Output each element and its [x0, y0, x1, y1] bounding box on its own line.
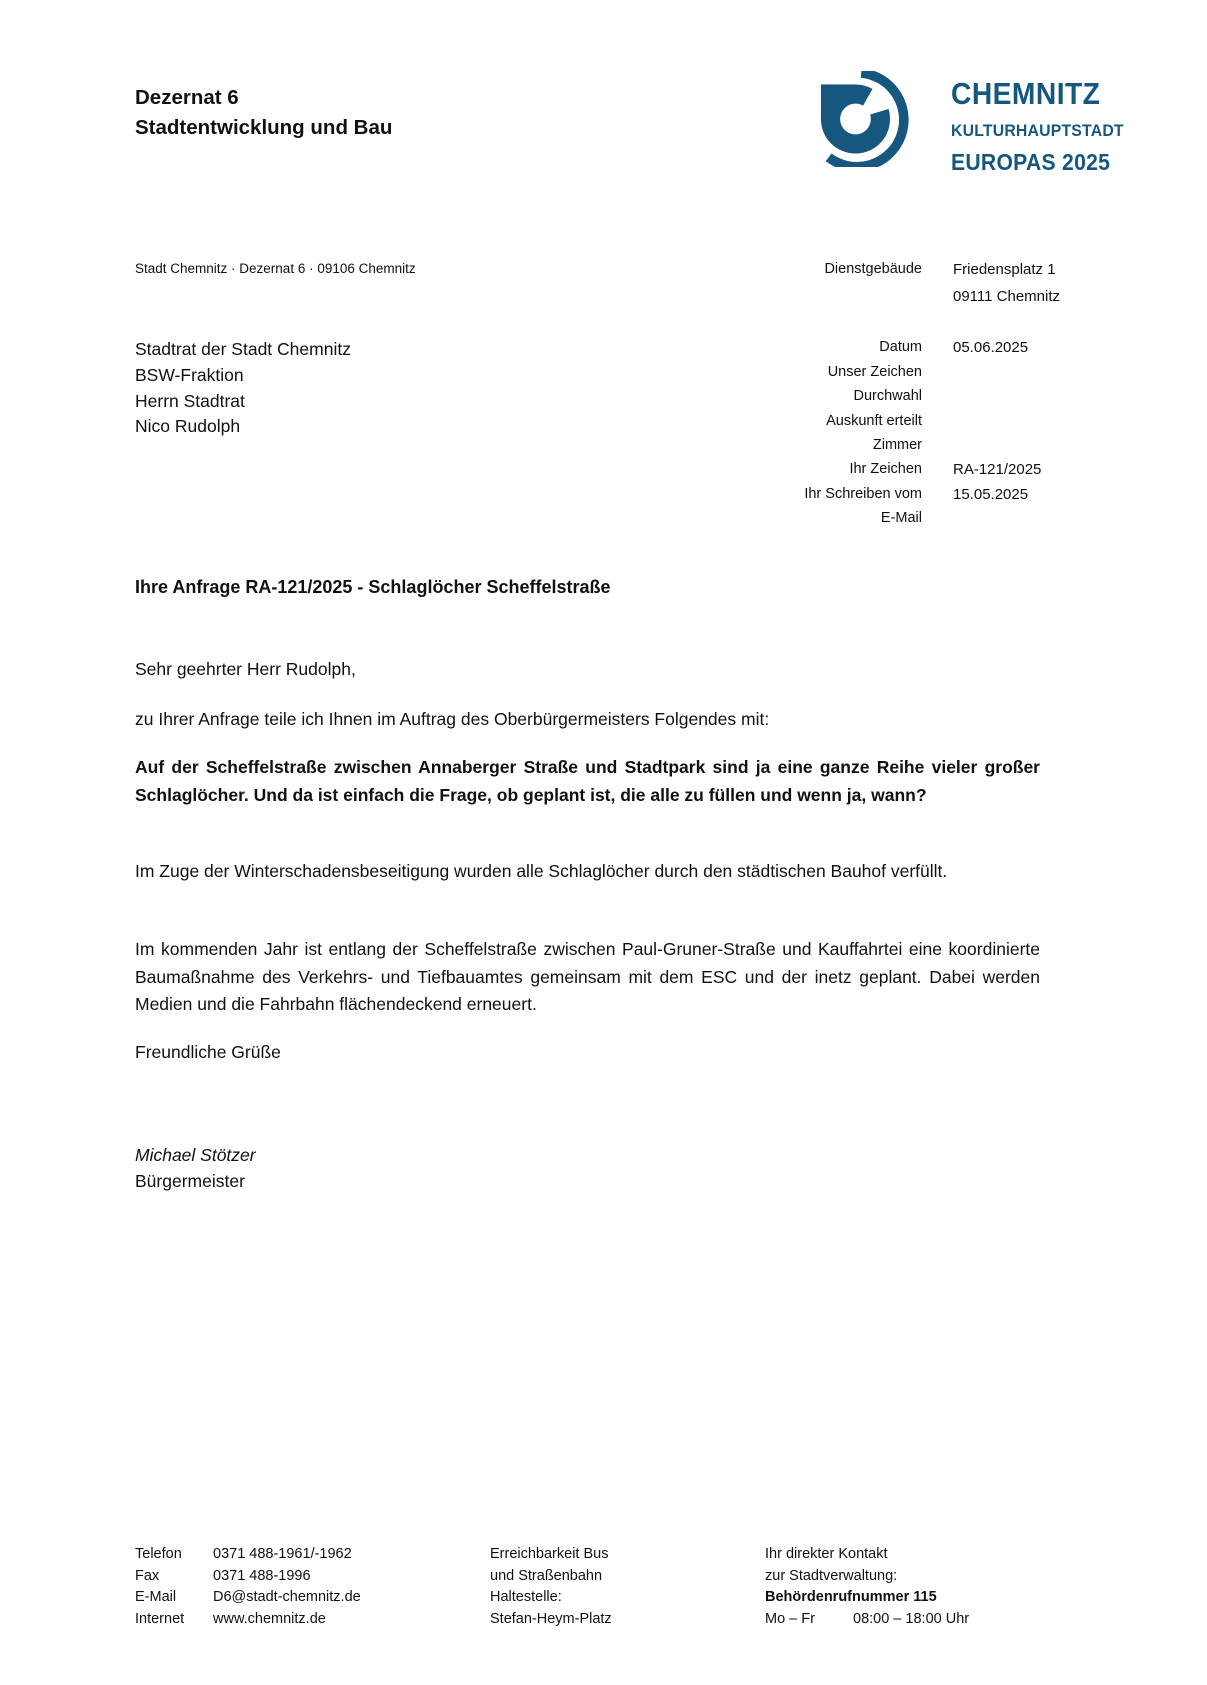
footer-value-email: D6@stadt-chemnitz.de [213, 1589, 361, 1606]
meta-label: Zimmer [872, 437, 922, 453]
footer-direct-contact-column [765, 1544, 969, 1630]
answer-paragraph-2: Im kommenden Jahr ist entlang der Scheffelstraße zwischen Paul-Gruner-Straße und Kauffahrtei eine koordinierte Baumaßnahme des Verkehrs- und Tiefbauamtes gemeinsam mit dem ESC und der inetz geplant. Dabei werden Medien und die Fahrbahn flächendeckend erneuert. [135, 939, 1040, 1014]
meta-label: Auskunft erteilt [826, 413, 922, 429]
opening-hours-time: 08:00 – 18:00 Uhr [853, 1610, 970, 1627]
meta-label: Ihr Zeichen [849, 461, 922, 477]
meta-row [700, 287, 1100, 306]
sender-line: Stadt Chemnitz · Dezernat 6 · 09106 Chemnitz [135, 261, 416, 276]
footer-contact-column [135, 1544, 361, 1630]
signature-title: Bürgermeister [135, 1170, 245, 1191]
direct-contact-line: Ihr direkter Kontakt [765, 1546, 888, 1562]
opening-hours-days: Mo – Fr [765, 1610, 815, 1627]
opening-hours [765, 1609, 969, 1631]
footer-label: E-Mail [135, 1589, 177, 1606]
recipient-line: Herrn Stadtrat [135, 390, 245, 411]
meta-row [700, 460, 1100, 479]
meta-label: Datum [879, 339, 922, 355]
meta-label: Ihr Schreiben vom [804, 486, 922, 502]
footer-row-email [135, 1587, 361, 1609]
footer-value-fax: 0371 488-1996 [213, 1567, 311, 1584]
footer-label: Telefon [135, 1546, 182, 1562]
transport-line: Haltestelle: [490, 1589, 562, 1606]
signature-block [135, 1143, 256, 1194]
closing-phrase: Freundliche Grüße [135, 1042, 281, 1062]
recipient-line: Stadtrat der Stadt Chemnitz [135, 339, 351, 359]
department-line1: Dezernat 6 [135, 86, 239, 109]
meta-label: E-Mail [880, 510, 922, 526]
footer-label: Internet [135, 1610, 185, 1627]
meta-row [700, 485, 1100, 504]
meta-label: Durchwahl [853, 388, 922, 404]
meta-block [700, 260, 1100, 540]
meta-row [700, 363, 1100, 382]
meta-label: Unser Zeichen [827, 364, 922, 380]
meta-value: 15.05.2025 [953, 486, 1029, 503]
meta-value: Friedensplatz 1 [953, 261, 1056, 278]
transport-line: Stefan-Heym-Platz [490, 1610, 612, 1627]
department-header [135, 83, 392, 143]
meta-row [700, 260, 1100, 279]
logo-line-europas2025: EUROPAS 2025 [951, 149, 1111, 175]
meta-row [700, 338, 1100, 357]
meta-label: Dienstgebäude [824, 261, 922, 277]
transport-line: Erreichbarkeit Bus [490, 1546, 609, 1562]
recipient-line: Nico Rudolph [135, 416, 241, 437]
logo-wordmark [951, 76, 1124, 176]
recipient-line: BSW-Fraktion [135, 364, 244, 385]
answer-paragraph-1: Im Zuge der Winterschadensbeseitigung wurden alle Schlaglöcher durch den städtischen Bauhof verfüllt. [135, 861, 948, 881]
footer-row-telefon [135, 1544, 361, 1566]
footer-label: Fax [135, 1567, 160, 1584]
question-paragraph: Auf der Scheffelstraße zwischen Annaberger Straße und Stadtpark sind ja eine ganze Reihe vieler großer Schlaglöcher. Und da ist einfach die Frage, ob geplant ist, die alle zu füllen und wenn ja, wann? [135, 757, 1040, 805]
department-line2: Stadtentwicklung und Bau [135, 116, 393, 139]
meta-value: RA-121/2025 [953, 461, 1042, 478]
footer-row-internet [135, 1609, 361, 1631]
footer-value-internet: www.chemnitz.de [213, 1610, 326, 1627]
meta-row [700, 412, 1100, 431]
recipient-block [135, 337, 351, 440]
direct-contact-line: zur Stadtverwaltung: [765, 1567, 898, 1584]
logo-line-kulturhauptstadt: KULTURHAUPTSTADT [951, 121, 1124, 140]
footer-transport-column [490, 1544, 612, 1630]
footer-value-phone: 0371 488-1961/-1962 [213, 1546, 352, 1562]
subject-line: Ihre Anfrage RA-121/2025 - Schlaglöcher Scheffelstraße [135, 577, 611, 597]
meta-row [700, 509, 1100, 528]
footer-row-fax [135, 1566, 361, 1588]
salutation: Sehr geehrter Herr Rudolph, [135, 659, 356, 679]
hotline-number: Behördenrufnummer 115 [765, 1589, 937, 1606]
meta-value: 05.06.2025 [953, 339, 1029, 356]
meta-value: 09111 Chemnitz [953, 288, 1061, 305]
meta-row [700, 387, 1100, 406]
intro-paragraph: zu Ihrer Anfrage teile ich Ihnen im Auftrag des Oberbürgermeisters Folgendes mit: [135, 709, 770, 729]
meta-row [700, 436, 1100, 455]
signature-name: Michael Stötzer [135, 1145, 256, 1165]
transport-line: und Straßenbahn [490, 1567, 603, 1584]
logo-line-chemnitz: CHEMNITZ [951, 76, 1101, 111]
chemnitz-2025-logo-icon [817, 71, 917, 172]
